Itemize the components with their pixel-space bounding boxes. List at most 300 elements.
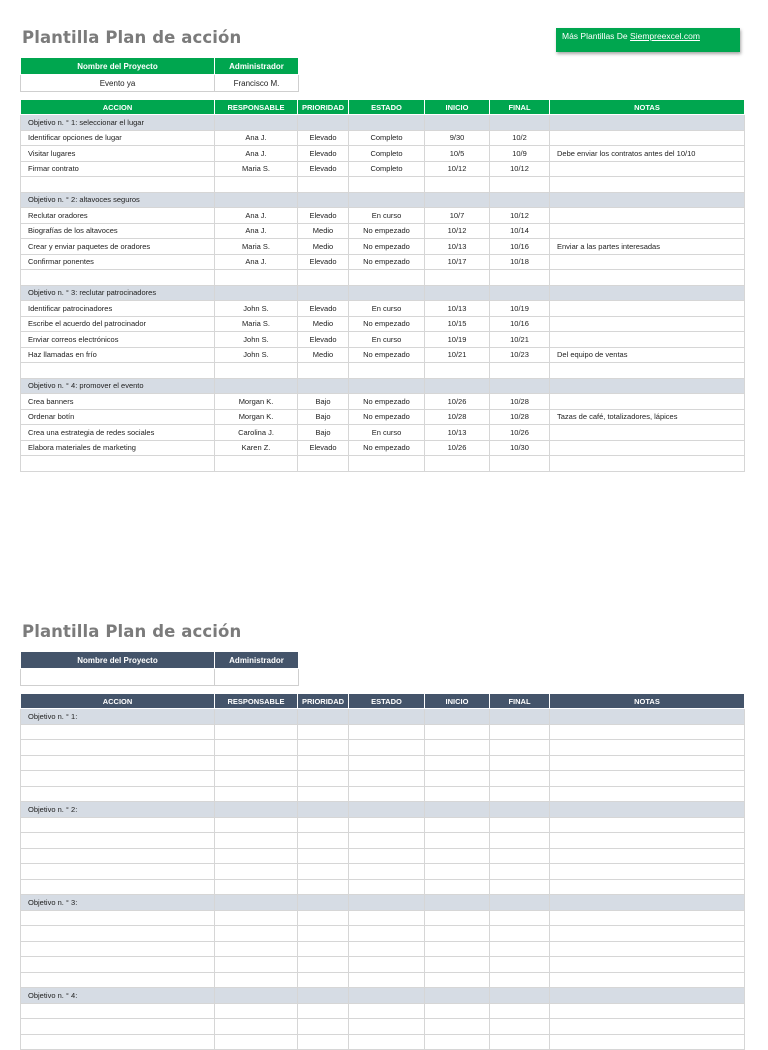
objective-cell[interactable] bbox=[490, 285, 550, 301]
cell-responsable[interactable] bbox=[215, 1019, 298, 1035]
cell-inicio[interactable]: 10/13 bbox=[425, 425, 490, 441]
objective-cell[interactable] bbox=[490, 378, 550, 394]
cell-responsable[interactable]: Karen Z. bbox=[215, 440, 298, 456]
cell-final[interactable] bbox=[490, 910, 550, 926]
cell-notas[interactable] bbox=[550, 254, 745, 270]
objective-cell[interactable] bbox=[425, 988, 490, 1004]
cell-responsable[interactable]: Maria S. bbox=[215, 161, 298, 177]
cell-notas[interactable] bbox=[550, 456, 745, 472]
cell-responsable[interactable]: Ana J. bbox=[215, 254, 298, 270]
objective-cell[interactable] bbox=[215, 895, 298, 911]
cell-responsable[interactable] bbox=[215, 363, 298, 379]
objective-cell[interactable] bbox=[490, 802, 550, 818]
cell-accion[interactable]: Identificar opciones de lugar bbox=[21, 130, 215, 146]
cell-final[interactable]: 10/12 bbox=[490, 161, 550, 177]
cell-notas[interactable] bbox=[550, 972, 745, 988]
cell-estado[interactable]: No empezado bbox=[349, 440, 425, 456]
objective-cell[interactable] bbox=[349, 378, 425, 394]
objective-cell[interactable] bbox=[298, 192, 349, 208]
objective-cell[interactable] bbox=[550, 895, 745, 911]
cell-accion[interactable] bbox=[21, 864, 215, 880]
administrator-cell[interactable] bbox=[215, 669, 299, 686]
cell-inicio[interactable]: 10/19 bbox=[425, 332, 490, 348]
cell-estado[interactable] bbox=[349, 456, 425, 472]
cell-accion[interactable] bbox=[21, 740, 215, 756]
cell-accion[interactable] bbox=[21, 817, 215, 833]
cell-prioridad[interactable]: Medio bbox=[298, 239, 349, 255]
objective-cell[interactable] bbox=[215, 709, 298, 725]
cell-estado[interactable] bbox=[349, 848, 425, 864]
administrator-cell[interactable]: Francisco M. bbox=[215, 75, 299, 92]
cell-inicio[interactable] bbox=[425, 879, 490, 895]
cell-accion[interactable] bbox=[21, 926, 215, 942]
cell-prioridad[interactable] bbox=[298, 724, 349, 740]
cell-prioridad[interactable] bbox=[298, 833, 349, 849]
cell-final[interactable] bbox=[490, 833, 550, 849]
cell-accion[interactable]: Haz llamadas en frío bbox=[21, 347, 215, 363]
cell-prioridad[interactable] bbox=[298, 1003, 349, 1019]
cell-notas[interactable] bbox=[550, 1019, 745, 1035]
cell-responsable[interactable] bbox=[215, 1003, 298, 1019]
cell-accion[interactable]: Escribe el acuerdo del patrocinador bbox=[21, 316, 215, 332]
cell-notas[interactable] bbox=[550, 223, 745, 239]
cell-notas[interactable] bbox=[550, 332, 745, 348]
objective-label[interactable]: Objetivo n. ° 2: altavoces seguros bbox=[21, 192, 215, 208]
cell-accion[interactable]: Crea una estrategia de redes sociales bbox=[21, 425, 215, 441]
cell-final[interactable]: 10/28 bbox=[490, 409, 550, 425]
cell-accion[interactable]: Enviar correos electrónicos bbox=[21, 332, 215, 348]
cell-accion[interactable]: Biografías de los altavoces bbox=[21, 223, 215, 239]
objective-cell[interactable] bbox=[349, 709, 425, 725]
cell-prioridad[interactable] bbox=[298, 177, 349, 193]
cell-responsable[interactable] bbox=[215, 817, 298, 833]
cell-notas[interactable] bbox=[550, 957, 745, 973]
cell-inicio[interactable] bbox=[425, 972, 490, 988]
cell-estado[interactable] bbox=[349, 771, 425, 787]
cell-prioridad[interactable]: Medio bbox=[298, 316, 349, 332]
cell-responsable[interactable] bbox=[215, 740, 298, 756]
cell-prioridad[interactable] bbox=[298, 879, 349, 895]
cell-accion[interactable] bbox=[21, 724, 215, 740]
objective-cell[interactable] bbox=[425, 709, 490, 725]
cell-responsable[interactable] bbox=[215, 957, 298, 973]
cell-notas[interactable] bbox=[550, 1003, 745, 1019]
cell-estado[interactable] bbox=[349, 817, 425, 833]
cell-notas[interactable] bbox=[550, 177, 745, 193]
cell-notas[interactable] bbox=[550, 394, 745, 410]
objective-cell[interactable] bbox=[298, 895, 349, 911]
cell-estado[interactable] bbox=[349, 879, 425, 895]
cell-final[interactable]: 10/30 bbox=[490, 440, 550, 456]
cell-inicio[interactable] bbox=[425, 363, 490, 379]
cell-accion[interactable] bbox=[21, 848, 215, 864]
cell-accion[interactable]: Reclutar oradores bbox=[21, 208, 215, 224]
cell-inicio[interactable] bbox=[425, 740, 490, 756]
cell-notas[interactable] bbox=[550, 910, 745, 926]
cell-accion[interactable]: Visitar lugares bbox=[21, 146, 215, 162]
cell-notas[interactable] bbox=[550, 301, 745, 317]
objective-cell[interactable] bbox=[425, 802, 490, 818]
cell-final[interactable] bbox=[490, 879, 550, 895]
cell-final[interactable] bbox=[490, 740, 550, 756]
cell-notas[interactable] bbox=[550, 771, 745, 787]
cell-prioridad[interactable]: Bajo bbox=[298, 409, 349, 425]
cell-inicio[interactable]: 10/12 bbox=[425, 223, 490, 239]
cell-estado[interactable]: No empezado bbox=[349, 254, 425, 270]
objective-cell[interactable] bbox=[215, 285, 298, 301]
cell-estado[interactable] bbox=[349, 740, 425, 756]
cell-final[interactable] bbox=[490, 177, 550, 193]
cell-prioridad[interactable] bbox=[298, 270, 349, 286]
cell-responsable[interactable]: Maria S. bbox=[215, 239, 298, 255]
cell-final[interactable]: 10/16 bbox=[490, 316, 550, 332]
objective-cell[interactable] bbox=[550, 988, 745, 1004]
cell-estado[interactable]: Completo bbox=[349, 161, 425, 177]
objective-cell[interactable] bbox=[550, 802, 745, 818]
cell-responsable[interactable] bbox=[215, 972, 298, 988]
objective-cell[interactable] bbox=[425, 285, 490, 301]
objective-cell[interactable] bbox=[490, 988, 550, 1004]
cell-responsable[interactable] bbox=[215, 755, 298, 771]
cell-final[interactable] bbox=[490, 972, 550, 988]
objective-label[interactable]: Objetivo n. ° 1: seleccionar el lugar bbox=[21, 115, 215, 131]
cell-estado[interactable] bbox=[349, 755, 425, 771]
cell-final[interactable]: 10/21 bbox=[490, 332, 550, 348]
cell-estado[interactable]: En curso bbox=[349, 425, 425, 441]
cell-accion[interactable] bbox=[21, 1019, 215, 1035]
objective-cell[interactable] bbox=[349, 895, 425, 911]
project-name-cell[interactable]: Evento ya bbox=[21, 75, 215, 92]
objective-cell[interactable] bbox=[215, 802, 298, 818]
cell-estado[interactable] bbox=[349, 941, 425, 957]
cell-notas[interactable] bbox=[550, 755, 745, 771]
cell-inicio[interactable] bbox=[425, 1019, 490, 1035]
cell-accion[interactable] bbox=[21, 972, 215, 988]
objective-cell[interactable] bbox=[349, 115, 425, 131]
cell-final[interactable] bbox=[490, 1003, 550, 1019]
cell-final[interactable] bbox=[490, 724, 550, 740]
objective-cell[interactable] bbox=[298, 285, 349, 301]
cell-final[interactable]: 10/12 bbox=[490, 208, 550, 224]
cell-estado[interactable]: Completo bbox=[349, 146, 425, 162]
cell-inicio[interactable] bbox=[425, 755, 490, 771]
cell-notas[interactable] bbox=[550, 926, 745, 942]
cell-responsable[interactable] bbox=[215, 1034, 298, 1050]
cell-estado[interactable] bbox=[349, 926, 425, 942]
objective-cell[interactable] bbox=[298, 988, 349, 1004]
objective-cell[interactable] bbox=[490, 192, 550, 208]
cell-accion[interactable] bbox=[21, 755, 215, 771]
cell-final[interactable] bbox=[490, 864, 550, 880]
objective-cell[interactable] bbox=[425, 895, 490, 911]
cell-estado[interactable] bbox=[349, 957, 425, 973]
cell-responsable[interactable]: Ana J. bbox=[215, 223, 298, 239]
cell-prioridad[interactable]: Elevado bbox=[298, 301, 349, 317]
cell-final[interactable] bbox=[490, 817, 550, 833]
cell-accion[interactable] bbox=[21, 1034, 215, 1050]
cell-inicio[interactable]: 10/5 bbox=[425, 146, 490, 162]
objective-cell[interactable] bbox=[550, 709, 745, 725]
cell-estado[interactable]: No empezado bbox=[349, 347, 425, 363]
cell-inicio[interactable] bbox=[425, 456, 490, 472]
cell-inicio[interactable]: 10/12 bbox=[425, 161, 490, 177]
cell-estado[interactable]: No empezado bbox=[349, 316, 425, 332]
cell-estado[interactable] bbox=[349, 270, 425, 286]
cell-accion[interactable]: Elabora materiales de marketing bbox=[21, 440, 215, 456]
objective-label[interactable]: Objetivo n. ° 4: bbox=[21, 988, 215, 1004]
cell-notas[interactable]: Enviar a las partes interesadas bbox=[550, 239, 745, 255]
cell-final[interactable]: 10/9 bbox=[490, 146, 550, 162]
objective-cell[interactable] bbox=[298, 709, 349, 725]
cell-final[interactable] bbox=[490, 848, 550, 864]
cell-prioridad[interactable] bbox=[298, 817, 349, 833]
cell-accion[interactable] bbox=[21, 957, 215, 973]
cell-prioridad[interactable]: Medio bbox=[298, 347, 349, 363]
cell-prioridad[interactable] bbox=[298, 1019, 349, 1035]
cell-final[interactable]: 10/28 bbox=[490, 394, 550, 410]
cell-final[interactable]: 10/18 bbox=[490, 254, 550, 270]
cell-final[interactable]: 10/19 bbox=[490, 301, 550, 317]
cell-prioridad[interactable]: Bajo bbox=[298, 425, 349, 441]
cell-notas[interactable] bbox=[550, 161, 745, 177]
cell-notas[interactable] bbox=[550, 786, 745, 802]
cell-accion[interactable] bbox=[21, 456, 215, 472]
cell-prioridad[interactable] bbox=[298, 755, 349, 771]
objective-cell[interactable] bbox=[550, 378, 745, 394]
objective-cell[interactable] bbox=[490, 115, 550, 131]
cell-prioridad[interactable] bbox=[298, 456, 349, 472]
cell-prioridad[interactable]: Elevado bbox=[298, 254, 349, 270]
cell-notas[interactable] bbox=[550, 1034, 745, 1050]
objective-cell[interactable] bbox=[349, 285, 425, 301]
cell-inicio[interactable] bbox=[425, 848, 490, 864]
cell-prioridad[interactable]: Elevado bbox=[298, 208, 349, 224]
cell-responsable[interactable]: John S. bbox=[215, 347, 298, 363]
cell-notas[interactable] bbox=[550, 879, 745, 895]
cell-accion[interactable]: Firmar contrato bbox=[21, 161, 215, 177]
cell-final[interactable] bbox=[490, 363, 550, 379]
cell-estado[interactable]: En curso bbox=[349, 208, 425, 224]
cell-notas[interactable]: Del equipo de ventas bbox=[550, 347, 745, 363]
cell-responsable[interactable] bbox=[215, 879, 298, 895]
cell-notas[interactable] bbox=[550, 208, 745, 224]
cell-accion[interactable]: Crear y enviar paquetes de oradores bbox=[21, 239, 215, 255]
cell-accion[interactable]: Crea banners bbox=[21, 394, 215, 410]
cell-prioridad[interactable]: Bajo bbox=[298, 394, 349, 410]
objective-cell[interactable] bbox=[550, 285, 745, 301]
cell-inicio[interactable]: 9/30 bbox=[425, 130, 490, 146]
cell-final[interactable] bbox=[490, 771, 550, 787]
cell-notas[interactable] bbox=[550, 817, 745, 833]
cell-final[interactable] bbox=[490, 456, 550, 472]
cell-final[interactable] bbox=[490, 1034, 550, 1050]
cell-responsable[interactable]: Ana J. bbox=[215, 130, 298, 146]
cell-prioridad[interactable] bbox=[298, 941, 349, 957]
cell-final[interactable]: 10/26 bbox=[490, 425, 550, 441]
cell-inicio[interactable]: 10/15 bbox=[425, 316, 490, 332]
cell-responsable[interactable]: Morgan K. bbox=[215, 409, 298, 425]
cell-prioridad[interactable]: Elevado bbox=[298, 440, 349, 456]
objective-cell[interactable] bbox=[425, 192, 490, 208]
cell-final[interactable]: 10/16 bbox=[490, 239, 550, 255]
cell-estado[interactable] bbox=[349, 724, 425, 740]
cell-inicio[interactable] bbox=[425, 957, 490, 973]
cell-responsable[interactable] bbox=[215, 177, 298, 193]
cell-responsable[interactable] bbox=[215, 456, 298, 472]
cell-estado[interactable]: Completo bbox=[349, 130, 425, 146]
objective-label[interactable]: Objetivo n. ° 4: promover el evento bbox=[21, 378, 215, 394]
cell-responsable[interactable]: John S. bbox=[215, 301, 298, 317]
cell-final[interactable] bbox=[490, 957, 550, 973]
objective-label[interactable]: Objetivo n. ° 1: bbox=[21, 709, 215, 725]
cell-accion[interactable]: Identificar patrocinadores bbox=[21, 301, 215, 317]
cell-responsable[interactable]: Carolina J. bbox=[215, 425, 298, 441]
cell-accion[interactable] bbox=[21, 177, 215, 193]
cell-responsable[interactable]: Morgan K. bbox=[215, 394, 298, 410]
objective-cell[interactable] bbox=[215, 192, 298, 208]
cell-estado[interactable]: No empezado bbox=[349, 394, 425, 410]
cell-prioridad[interactable] bbox=[298, 864, 349, 880]
cell-notas[interactable] bbox=[550, 130, 745, 146]
cell-prioridad[interactable]: Elevado bbox=[298, 130, 349, 146]
cell-final[interactable] bbox=[490, 270, 550, 286]
cell-prioridad[interactable] bbox=[298, 363, 349, 379]
cell-prioridad[interactable] bbox=[298, 848, 349, 864]
cell-notas[interactable] bbox=[550, 724, 745, 740]
cell-final[interactable] bbox=[490, 926, 550, 942]
cell-notas[interactable] bbox=[550, 363, 745, 379]
cell-inicio[interactable] bbox=[425, 833, 490, 849]
cell-inicio[interactable] bbox=[425, 270, 490, 286]
cell-inicio[interactable] bbox=[425, 817, 490, 833]
objective-cell[interactable] bbox=[298, 115, 349, 131]
cell-prioridad[interactable] bbox=[298, 972, 349, 988]
cell-notas[interactable] bbox=[550, 316, 745, 332]
cell-responsable[interactable] bbox=[215, 926, 298, 942]
cell-inicio[interactable] bbox=[425, 1034, 490, 1050]
cell-notas[interactable] bbox=[550, 440, 745, 456]
cell-prioridad[interactable] bbox=[298, 1034, 349, 1050]
cell-accion[interactable] bbox=[21, 941, 215, 957]
cell-prioridad[interactable] bbox=[298, 740, 349, 756]
cell-notas[interactable]: Debe enviar los contratos antes del 10/10 bbox=[550, 146, 745, 162]
objective-cell[interactable] bbox=[425, 378, 490, 394]
cell-final[interactable]: 10/2 bbox=[490, 130, 550, 146]
objective-cell[interactable] bbox=[215, 988, 298, 1004]
cell-notas[interactable] bbox=[550, 833, 745, 849]
cell-responsable[interactable]: John S. bbox=[215, 332, 298, 348]
cell-notas[interactable] bbox=[550, 270, 745, 286]
cell-estado[interactable]: En curso bbox=[349, 332, 425, 348]
cell-responsable[interactable] bbox=[215, 724, 298, 740]
cell-inicio[interactable]: 10/13 bbox=[425, 239, 490, 255]
project-name-cell[interactable] bbox=[21, 669, 215, 686]
cell-prioridad[interactable] bbox=[298, 957, 349, 973]
cell-final[interactable] bbox=[490, 1019, 550, 1035]
cell-prioridad[interactable] bbox=[298, 926, 349, 942]
cell-accion[interactable] bbox=[21, 833, 215, 849]
cell-notas[interactable] bbox=[550, 425, 745, 441]
objective-label[interactable]: Objetivo n. ° 3: reclutar patrocinadores bbox=[21, 285, 215, 301]
cell-estado[interactable] bbox=[349, 1034, 425, 1050]
cell-inicio[interactable] bbox=[425, 941, 490, 957]
cell-estado[interactable] bbox=[349, 972, 425, 988]
cell-estado[interactable]: No empezado bbox=[349, 239, 425, 255]
cell-final[interactable] bbox=[490, 755, 550, 771]
cell-accion[interactable] bbox=[21, 1003, 215, 1019]
cell-prioridad[interactable]: Medio bbox=[298, 223, 349, 239]
objective-cell[interactable] bbox=[550, 115, 745, 131]
objective-cell[interactable] bbox=[349, 802, 425, 818]
cell-accion[interactable] bbox=[21, 910, 215, 926]
cell-responsable[interactable] bbox=[215, 833, 298, 849]
cell-inicio[interactable]: 10/28 bbox=[425, 409, 490, 425]
cell-final[interactable] bbox=[490, 786, 550, 802]
cell-inicio[interactable]: 10/17 bbox=[425, 254, 490, 270]
cell-notas[interactable] bbox=[550, 941, 745, 957]
cell-inicio[interactable]: 10/26 bbox=[425, 394, 490, 410]
objective-cell[interactable] bbox=[215, 378, 298, 394]
cell-inicio[interactable]: 10/7 bbox=[425, 208, 490, 224]
cell-responsable[interactable] bbox=[215, 270, 298, 286]
cell-inicio[interactable] bbox=[425, 724, 490, 740]
cell-inicio[interactable] bbox=[425, 177, 490, 193]
cell-inicio[interactable]: 10/26 bbox=[425, 440, 490, 456]
cell-prioridad[interactable]: Elevado bbox=[298, 146, 349, 162]
cell-estado[interactable]: No empezado bbox=[349, 223, 425, 239]
cell-prioridad[interactable]: Elevado bbox=[298, 161, 349, 177]
cell-inicio[interactable]: 10/13 bbox=[425, 301, 490, 317]
cell-accion[interactable] bbox=[21, 771, 215, 787]
cell-estado[interactable] bbox=[349, 864, 425, 880]
cell-prioridad[interactable] bbox=[298, 910, 349, 926]
cell-responsable[interactable] bbox=[215, 771, 298, 787]
cell-estado[interactable] bbox=[349, 1019, 425, 1035]
objective-cell[interactable] bbox=[298, 378, 349, 394]
cell-responsable[interactable] bbox=[215, 786, 298, 802]
objective-label[interactable]: Objetivo n. ° 2: bbox=[21, 802, 215, 818]
cell-inicio[interactable] bbox=[425, 786, 490, 802]
objective-cell[interactable] bbox=[550, 192, 745, 208]
cell-estado[interactable] bbox=[349, 786, 425, 802]
siempreexcel-link[interactable]: Siempreexcel.com bbox=[630, 31, 700, 41]
objective-cell[interactable] bbox=[215, 115, 298, 131]
cell-estado[interactable]: En curso bbox=[349, 301, 425, 317]
cell-estado[interactable] bbox=[349, 910, 425, 926]
cell-final[interactable]: 10/23 bbox=[490, 347, 550, 363]
cell-accion[interactable]: Ordenar botín bbox=[21, 409, 215, 425]
cell-final[interactable]: 10/14 bbox=[490, 223, 550, 239]
cell-responsable[interactable]: Ana J. bbox=[215, 208, 298, 224]
cell-accion[interactable] bbox=[21, 879, 215, 895]
objective-cell[interactable] bbox=[349, 988, 425, 1004]
objective-cell[interactable] bbox=[425, 115, 490, 131]
cell-responsable[interactable]: Ana J. bbox=[215, 146, 298, 162]
cell-estado[interactable] bbox=[349, 363, 425, 379]
cell-accion[interactable]: Confirmar ponentes bbox=[21, 254, 215, 270]
cell-accion[interactable] bbox=[21, 786, 215, 802]
cell-inicio[interactable] bbox=[425, 1003, 490, 1019]
cell-notas[interactable]: Tazas de café, totalizadores, lápices bbox=[550, 409, 745, 425]
cell-responsable[interactable] bbox=[215, 910, 298, 926]
objective-cell[interactable] bbox=[349, 192, 425, 208]
cell-prioridad[interactable] bbox=[298, 771, 349, 787]
objective-cell[interactable] bbox=[298, 802, 349, 818]
objective-label[interactable]: Objetivo n. ° 3: bbox=[21, 895, 215, 911]
cell-accion[interactable] bbox=[21, 270, 215, 286]
cell-accion[interactable] bbox=[21, 363, 215, 379]
cell-prioridad[interactable]: Elevado bbox=[298, 332, 349, 348]
